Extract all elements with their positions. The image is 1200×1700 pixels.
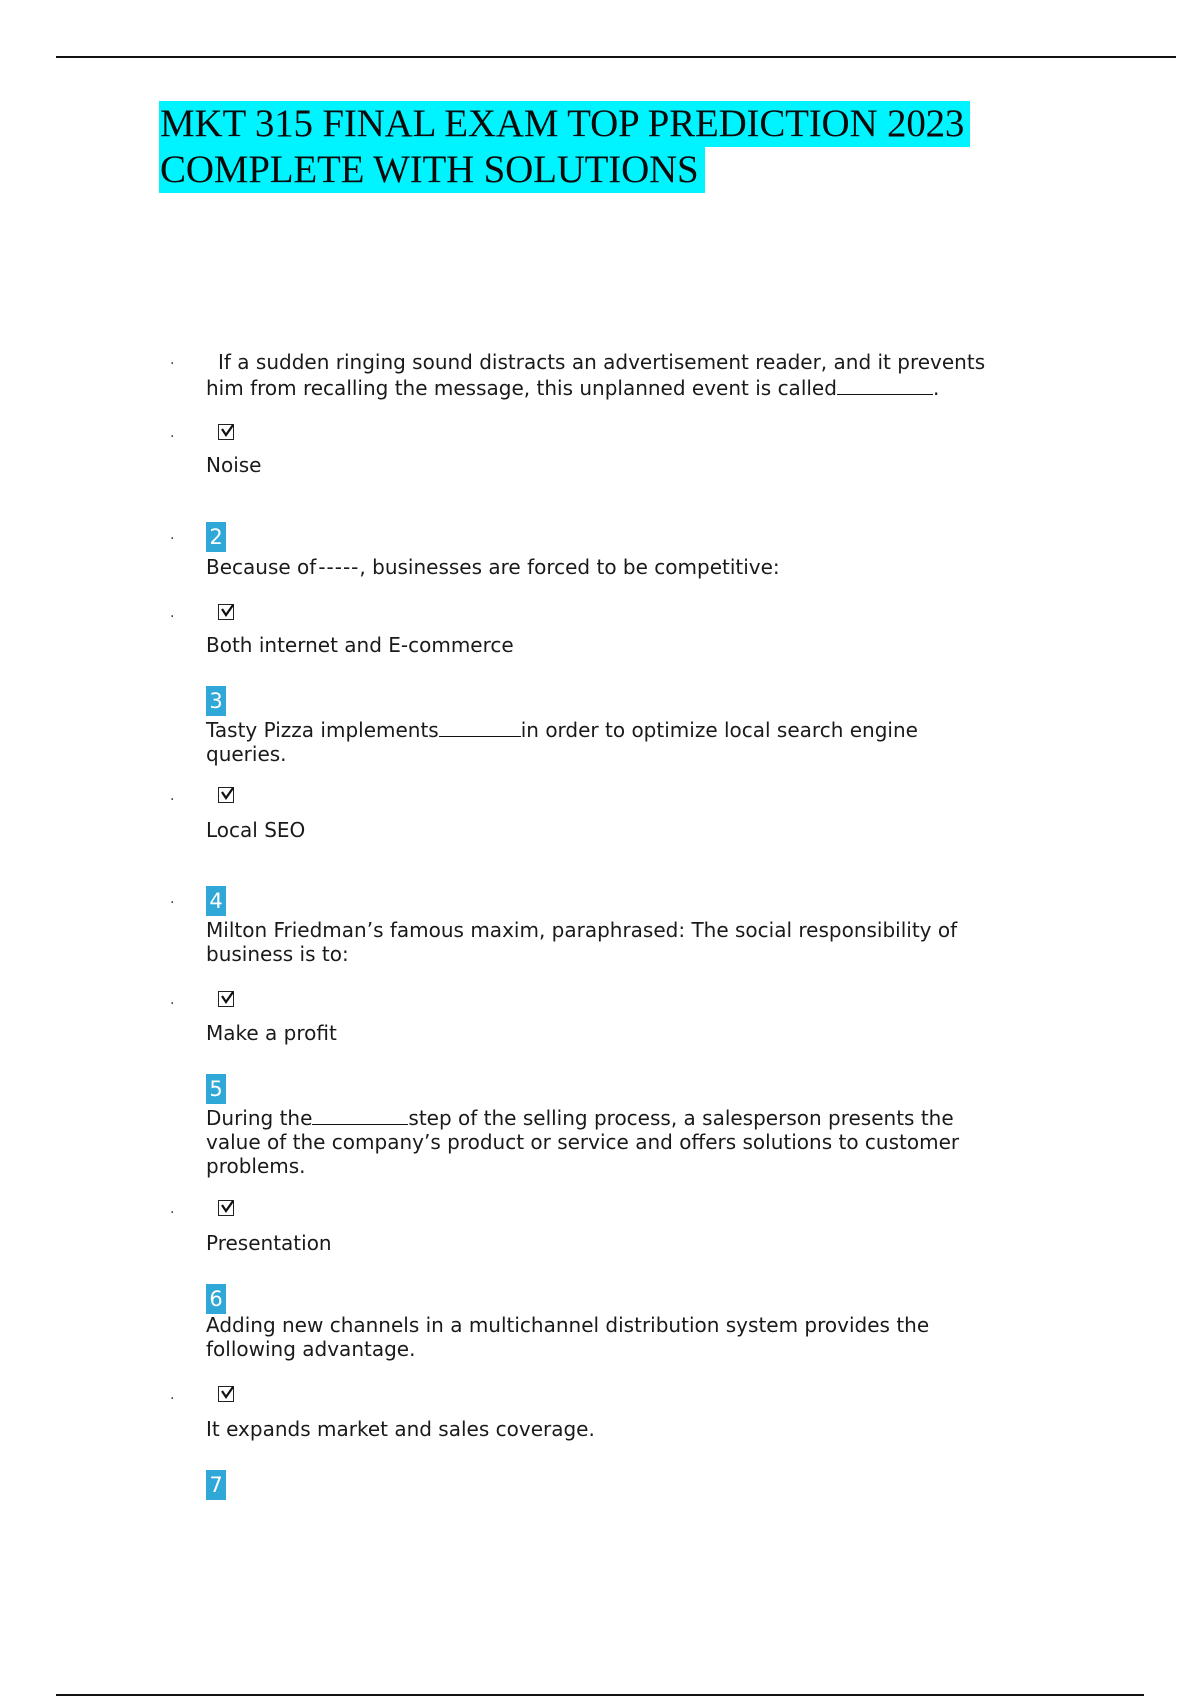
question-2-number: 2 [206,522,226,552]
answer-3: Local SEO [206,818,306,842]
answer-5: Presentation [206,1231,332,1255]
answer-4: Make a profit [206,1021,337,1045]
checkmark-icon [220,786,234,802]
question-4-line-1: Milton Friedman’s famous maxim, paraphrased: The social responsibility of [206,918,958,942]
question-5-line-3: problems. [206,1154,306,1178]
question-1-end: . [932,376,940,400]
list-bullet: · [170,792,175,808]
question-2-text [206,555,1036,579]
checkmark-icon [220,423,234,439]
list-bullet: · [170,996,175,1012]
question-6-line-2: following advantage. [206,1337,416,1361]
question-5-number: 5 [206,1074,226,1104]
question-5-text [206,1104,1036,1178]
list-bullet: · [170,531,175,547]
question-3-text [206,716,1036,766]
question-5-before: During the [206,1106,313,1130]
list-bullet: · [170,429,175,445]
bottom-rule [56,1694,1144,1696]
answer-5-checkbox[interactable] [218,1200,234,1216]
answer-blank [439,716,521,737]
question-7-number: 7 [206,1470,226,1500]
question-6-number: 6 [206,1284,226,1314]
question-2-before: Because of [206,555,317,579]
question-4-text [206,918,1036,966]
list-bullet: · [170,1205,175,1221]
checkmark-icon [220,603,234,619]
question-2-dashes: ----- [318,555,360,579]
answer-blank [312,1104,408,1125]
question-5-line-2: value of the company’s product or service and offers solutions to customer [206,1130,960,1154]
document-title [159,101,1059,193]
checkmark-icon [220,1199,234,1215]
question-3-before: Tasty Pizza implements [206,718,439,742]
answer-2-checkbox[interactable] [218,604,234,620]
checkmark-icon [220,990,234,1006]
answer-4-checkbox[interactable] [218,991,234,1007]
list-bullet: · [170,1391,175,1407]
answer-6-checkbox[interactable] [218,1386,234,1402]
checkmark-icon [220,1385,234,1401]
top-rule [56,56,1176,58]
question-1-text [206,350,1036,400]
question-3-number: 3 [206,686,226,716]
question-6-text [206,1313,1036,1361]
question-3-after: in order to optimize local search engine [520,718,918,742]
question-3-line-2: queries. [206,742,287,766]
title-line-1: MKT 315 FINAL EXAM TOP PREDICTION 2023 [159,101,970,147]
answer-1: Noise [206,453,262,477]
list-bullet: · [170,895,175,911]
answer-1-checkbox[interactable] [218,424,234,440]
answer-3-checkbox[interactable] [218,787,234,803]
question-1-line-2: him from recalling the message, this unplanned event is called [206,376,837,400]
answer-2: Both internet and E-commerce [206,633,514,657]
question-6-line-1: Adding new channels in a multichannel distribution system provides the [206,1313,930,1337]
answer-6: It expands market and sales coverage. [206,1417,595,1441]
question-4-line-2: business is to: [206,942,349,966]
question-5-after: step of the selling process, a salesperson presents the [408,1106,954,1130]
question-4-number: 4 [206,886,226,916]
list-bullet: · [170,609,175,625]
list-bullet: · [170,356,175,372]
question-1-line-1: If a sudden ringing sound distracts an advertisement reader, and it prevents [218,350,986,374]
title-line-2: COMPLETE WITH SOLUTIONS [159,147,705,193]
question-2-after: , businesses are forced to be competitive: [359,555,780,579]
answer-blank [837,374,933,395]
